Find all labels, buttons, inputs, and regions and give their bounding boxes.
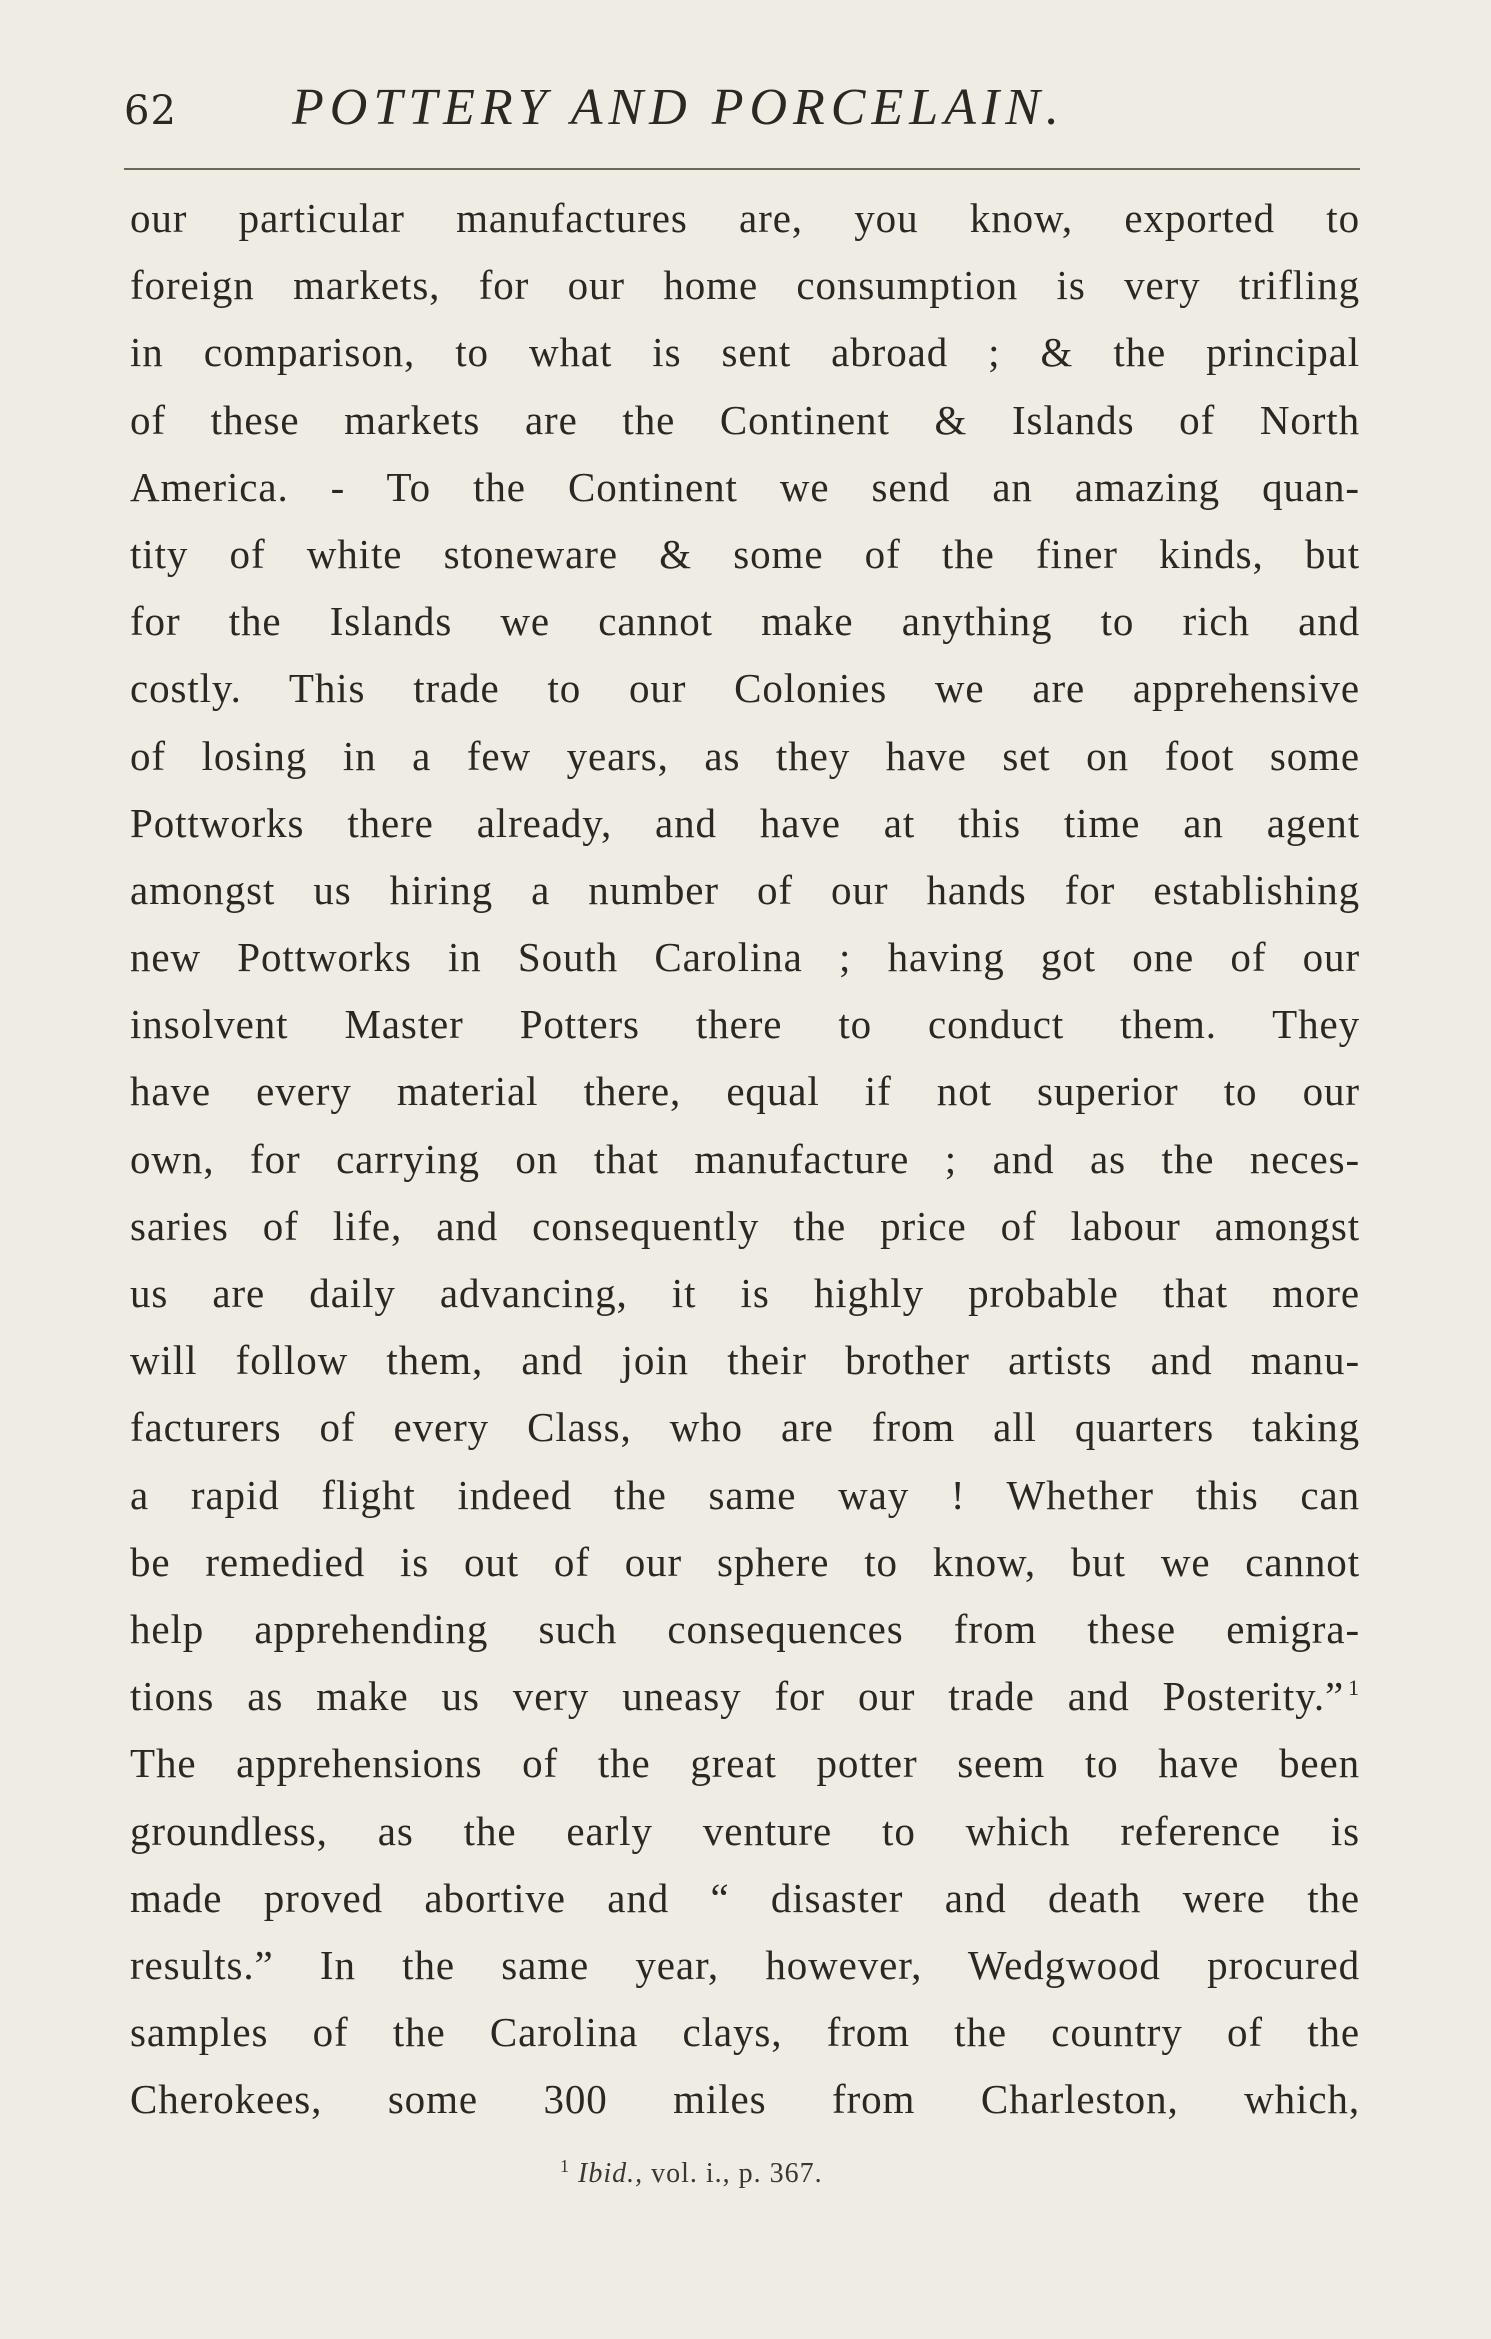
text-line: America. - To the Continent we send an amazing quan- — [130, 463, 1360, 510]
text-line: will follow them, and join their brother artists and manu- — [130, 1337, 1360, 1384]
page-number: 62 — [124, 88, 177, 134]
footnote-reference: 1 — [1348, 1675, 1360, 1701]
text-line: new Pottworks in South Carolina ; having got one of our — [130, 934, 1360, 981]
text-line: own, for carrying on that manufacture ; and as the neces- — [130, 1135, 1360, 1182]
text-line: results.” In the same year, however, Wedgwood procured — [130, 1941, 1360, 1988]
text-line: costly. This trade to our Colonies we are apprehensive — [130, 665, 1360, 712]
text-line: of losing in a few years, as they have set on foot some — [130, 732, 1360, 779]
text-line: samples of the Carolina clays, from the country of the — [130, 2009, 1360, 2056]
footnote-citation: vol. i., p. 367. — [651, 2158, 823, 2189]
text-line: insolvent Master Potters there to conduct them. They — [130, 1001, 1360, 1048]
text-line: have every material there, equal if not superior to our — [130, 1068, 1360, 1115]
body-text — [130, 185, 1360, 2133]
text-line: our particular manufactures are, you know, exported to — [130, 195, 1360, 241]
text-line: saries of life, and consequently the price of labour amongst — [130, 1202, 1360, 1249]
text-line-content: tions as make us very uneasy for our trade and Posterity.” — [130, 1673, 1345, 1720]
footnote-mark: 1 — [560, 2155, 570, 2176]
text-line: for the Islands we cannot make anything to rich and — [130, 598, 1360, 645]
text-line: amongst us hiring a number of our hands for establishing — [130, 866, 1360, 913]
text-line: of these markets are the Continent & Islands of North — [130, 396, 1360, 443]
text-line: be remedied is out of our sphere to know, but we cannot — [130, 1538, 1360, 1585]
footnote — [560, 2155, 823, 2190]
text-line: help apprehending such consequences from these emigra- — [130, 1605, 1360, 1652]
text-line: Pottworks there already, and have at this time an agent — [130, 799, 1360, 846]
header-rule — [124, 168, 1360, 170]
text-line: in comparison, to what is sent abroad ; & the principal — [130, 329, 1360, 376]
text-line: a rapid flight indeed the same way ! Whether this can — [130, 1471, 1360, 1518]
page-header — [124, 78, 1360, 150]
text-line: groundless, as the early venture to which reference is — [130, 1807, 1360, 1854]
text-line: facturers of every Class, who are from all quarters taking — [130, 1404, 1360, 1451]
footnote-ibid: Ibid., — [578, 2158, 644, 2189]
text-line: Cherokees, some 300 miles from Charleston, which, — [130, 2076, 1360, 2123]
text-line: tity of white stoneware & some of the finer kinds, but — [130, 530, 1360, 577]
text-line: made proved abortive and “ disaster and death were the — [130, 1874, 1360, 1921]
text-line: The apprehensions of the great potter seem to have been — [130, 1740, 1360, 1787]
text-line-with-footnote-ref — [130, 1663, 1360, 1730]
text-line: foreign markets, for our home consumption is very trifling — [130, 262, 1360, 309]
running-title: POTTERY AND PORCELAIN. — [292, 79, 1065, 136]
text-line: us are daily advancing, it is highly probable that more — [130, 1270, 1360, 1316]
